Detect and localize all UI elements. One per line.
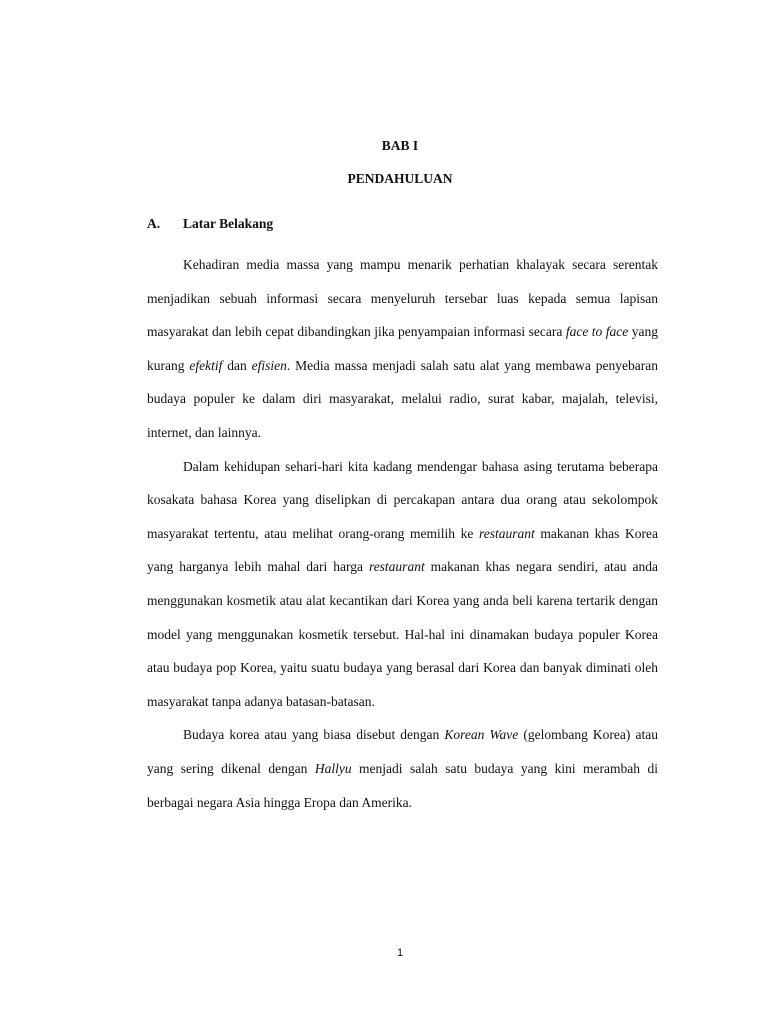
italic-term: restaurant [478,525,535,541]
italic-term: restaurant [368,559,425,575]
italic-term: efektif [189,357,223,373]
section-letter: A. [147,216,161,231]
paragraph-text: Kehadiran media massa yang mampu menarik perhatian khalayak secara serentak menjadikan sebuah informasi secara menyeluruh tersebar luas kepada semua lapisan masyarakat dan lebih cepat dibandingkan jika penyampaian informasi secara [147,257,658,340]
paragraph-3 [147,718,658,819]
section-title: Latar Belakang [183,216,274,231]
paragraph-text: makanan khas negara sendiri, atau anda menggunakan kosmetik atau alat kecantikan dari Korea yang anda beli karena tertarik dengan model yang menggunakan kosmetik tersebut. Hal-hal ini dinamakan budaya populer Korea atau budaya pop Korea, yaitu suatu budaya yang berasal dari Korea dan banyak diminati oleh masyarakat tanpa adanya batasan-batasan. [147,559,658,709]
italic-term: Korean Wave [444,727,519,743]
page-number: 1 [396,947,404,959]
section-heading [147,216,273,232]
paragraph-2 [147,450,658,719]
italic-term: Hallyu [314,760,352,776]
italic-term: face to face [565,324,629,340]
paragraph-text: yang kurang [147,324,658,373]
chapter-number: BAB I [381,138,419,153]
italic-term: efisien [251,357,287,373]
body-text [147,248,658,819]
paragraph-text: (gelombang Korea) atau yang sering dikenal dengan [147,727,658,776]
paragraph-text: Dalam kehidupan sehari-hari kita kadang mendengar bahasa asing terutama beberapa kosakata bahasa Korea yang diselipkan di percakapan antara dua orang atau sekolompok masyarakat tertentu, atau melihat orang-orang memilih ke [147,458,658,541]
paragraph-text: menjadi salah satu budaya yang kini merambah di berbagai negara Asia hingga Eropa dan Amerika. [147,760,658,810]
paragraph-1 [147,248,658,450]
chapter-title: PENDAHULUAN [347,171,453,186]
paragraph-text: Budaya korea atau yang biasa disebut dengan [183,727,445,743]
paragraph-text: makanan khas Korea yang harganya lebih mahal dari harga [147,525,658,575]
paragraph-text: . Media massa menjadi salah satu alat yang membawa penyebaran budaya populer ke dalam diri masyarakat, melalui radio, surat kabar, majalah, televisi, internet, dan lainnya. [147,357,658,440]
paragraph-text: dan [222,357,252,373]
